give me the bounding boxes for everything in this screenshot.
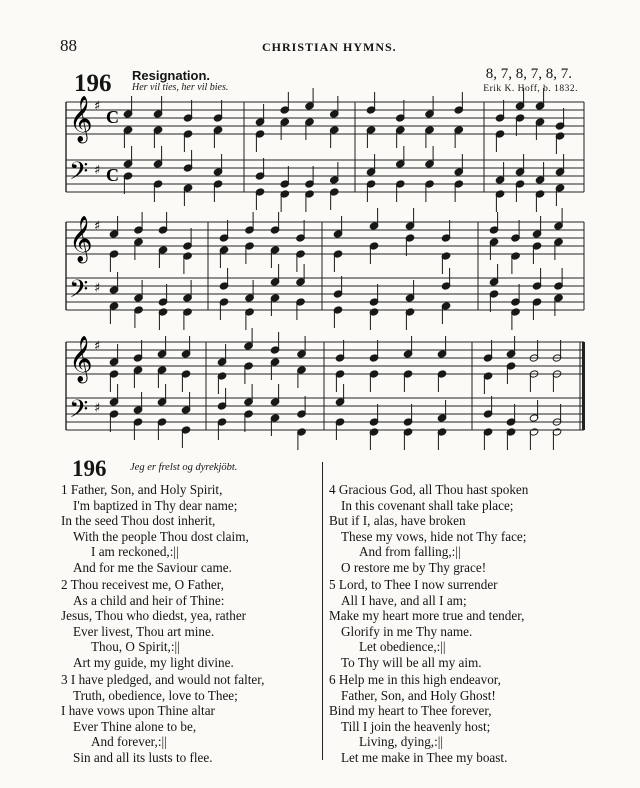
stanza-line: Art my guide, my light divine.	[73, 654, 234, 670]
column-divider	[322, 462, 323, 760]
running-title: CHRISTIAN HYMNS.	[262, 40, 397, 54]
stanza-line: Thou, O Spirit,:||	[91, 639, 180, 655]
stanza-1	[61, 482, 249, 576]
time-signature-icon: C	[106, 165, 119, 185]
stanza-line: 3 I have pledged, and would not falter,	[61, 672, 265, 687]
stanza-line: Ever Thine alone to be,	[73, 718, 197, 734]
meter: 8, 7, 8, 7, 8, 7.	[485, 66, 572, 82]
treble-clef-icon: 𝄞	[69, 216, 93, 262]
stanza-line: 1 Father, Son, and Holy Spirit,	[61, 482, 223, 497]
stanza-5	[329, 577, 524, 671]
stanza-line: Let obedience,:||	[359, 639, 446, 655]
stanza-line: As a child and heir of Thine:	[73, 592, 225, 608]
treble-clef-icon: 𝄞	[69, 336, 93, 382]
stanza-line: But if I, alas, have broken	[329, 513, 466, 529]
stanza-3	[61, 672, 264, 766]
final-bar-thick	[582, 342, 585, 430]
bass-clef-icon: 𝄢	[69, 275, 89, 310]
music-system	[66, 328, 585, 450]
stanza-line: With the people Thou dost claim,	[73, 528, 249, 544]
stanza-line: And for me the Saviour came.	[73, 559, 232, 575]
stanza-line: All I have, and all I am;	[341, 592, 467, 608]
sharp-icon: ♯	[94, 163, 101, 178]
tune-subtitle: Her vil ties, her vil bies.	[132, 82, 229, 93]
stanza-line: Living, dying,:||	[359, 734, 444, 750]
stanza-line: And from falling,:||	[359, 544, 461, 560]
stanza-line: And forever,:||	[91, 734, 167, 750]
stanza-line: 4 Gracious God, all Thou hast spoken	[329, 482, 529, 497]
stanza-line: I have vows upon Thine altar	[61, 703, 215, 719]
stanza-line: O restore me by Thy grace!	[341, 559, 487, 575]
stanza-line: Truth, obedience, love to Thee;	[73, 687, 238, 703]
stanza-line: I'm baptized in Thy dear name;	[73, 497, 238, 513]
composer-credit: Erik K. Hoff, b. 1832.	[483, 84, 578, 94]
bass-clef-icon: 𝄢	[69, 395, 89, 430]
stanza-4	[329, 482, 528, 576]
stanza-line: In the seed Thou dost inherit,	[61, 513, 216, 529]
sharp-icon: ♯	[94, 99, 101, 114]
stanza-line: Jesus, Thou who diedst, yea, rather	[61, 608, 247, 624]
tune-name: Resignation.	[132, 68, 211, 83]
music-system	[66, 88, 584, 212]
time-signature-icon: C	[106, 107, 119, 127]
music-system	[66, 208, 584, 330]
stanza-line: 2 Thou receivest me, O Father,	[61, 577, 224, 592]
stanza-line: Bind my heart to Thee forever,	[329, 703, 492, 719]
stanza-line: Let me make in Thee my boast.	[341, 749, 508, 765]
treble-clef-icon: 𝄞	[69, 96, 93, 142]
hymn-number-text: 196	[72, 456, 107, 481]
stanza-line: Glorify in me Thy name.	[341, 623, 473, 639]
stanza-line: Make my heart more true and tender,	[329, 608, 525, 624]
stanza-line: 5 Lord, to Thee I now surrender	[329, 577, 498, 592]
stanza-line: Till I join the heavenly host;	[341, 718, 491, 734]
stanza-line: To Thy will be all my aim.	[341, 654, 482, 670]
bass-clef-icon: 𝄢	[69, 157, 89, 192]
stanza-line: These my vows, hide not Thy face;	[341, 528, 527, 544]
stanza-2	[61, 577, 246, 671]
hymn-number-tune: 196	[74, 70, 112, 97]
stanza-line: Ever livest, Thou art mine.	[73, 623, 215, 639]
stanza-line: 6 Help me in this high endeavor,	[329, 672, 501, 687]
score-systems	[66, 88, 585, 450]
sharp-icon: ♯	[94, 401, 101, 416]
stanza-line: I am reckoned,:||	[91, 544, 179, 560]
stanza-line: Sin and all its lusts to flee.	[73, 749, 213, 765]
stanza-line: In this covenant shall take place;	[341, 497, 514, 513]
sharp-icon: ♯	[94, 281, 101, 296]
sharp-icon: ♯	[94, 219, 101, 234]
page-number: 88	[60, 36, 77, 55]
sharp-icon: ♯	[94, 339, 101, 354]
stanza-line: Father, Son, and Holy Ghost!	[341, 687, 496, 703]
text-subtitle: Jeg er frelst og dyrekjöbt.	[130, 462, 238, 473]
stanza-6	[329, 672, 507, 766]
